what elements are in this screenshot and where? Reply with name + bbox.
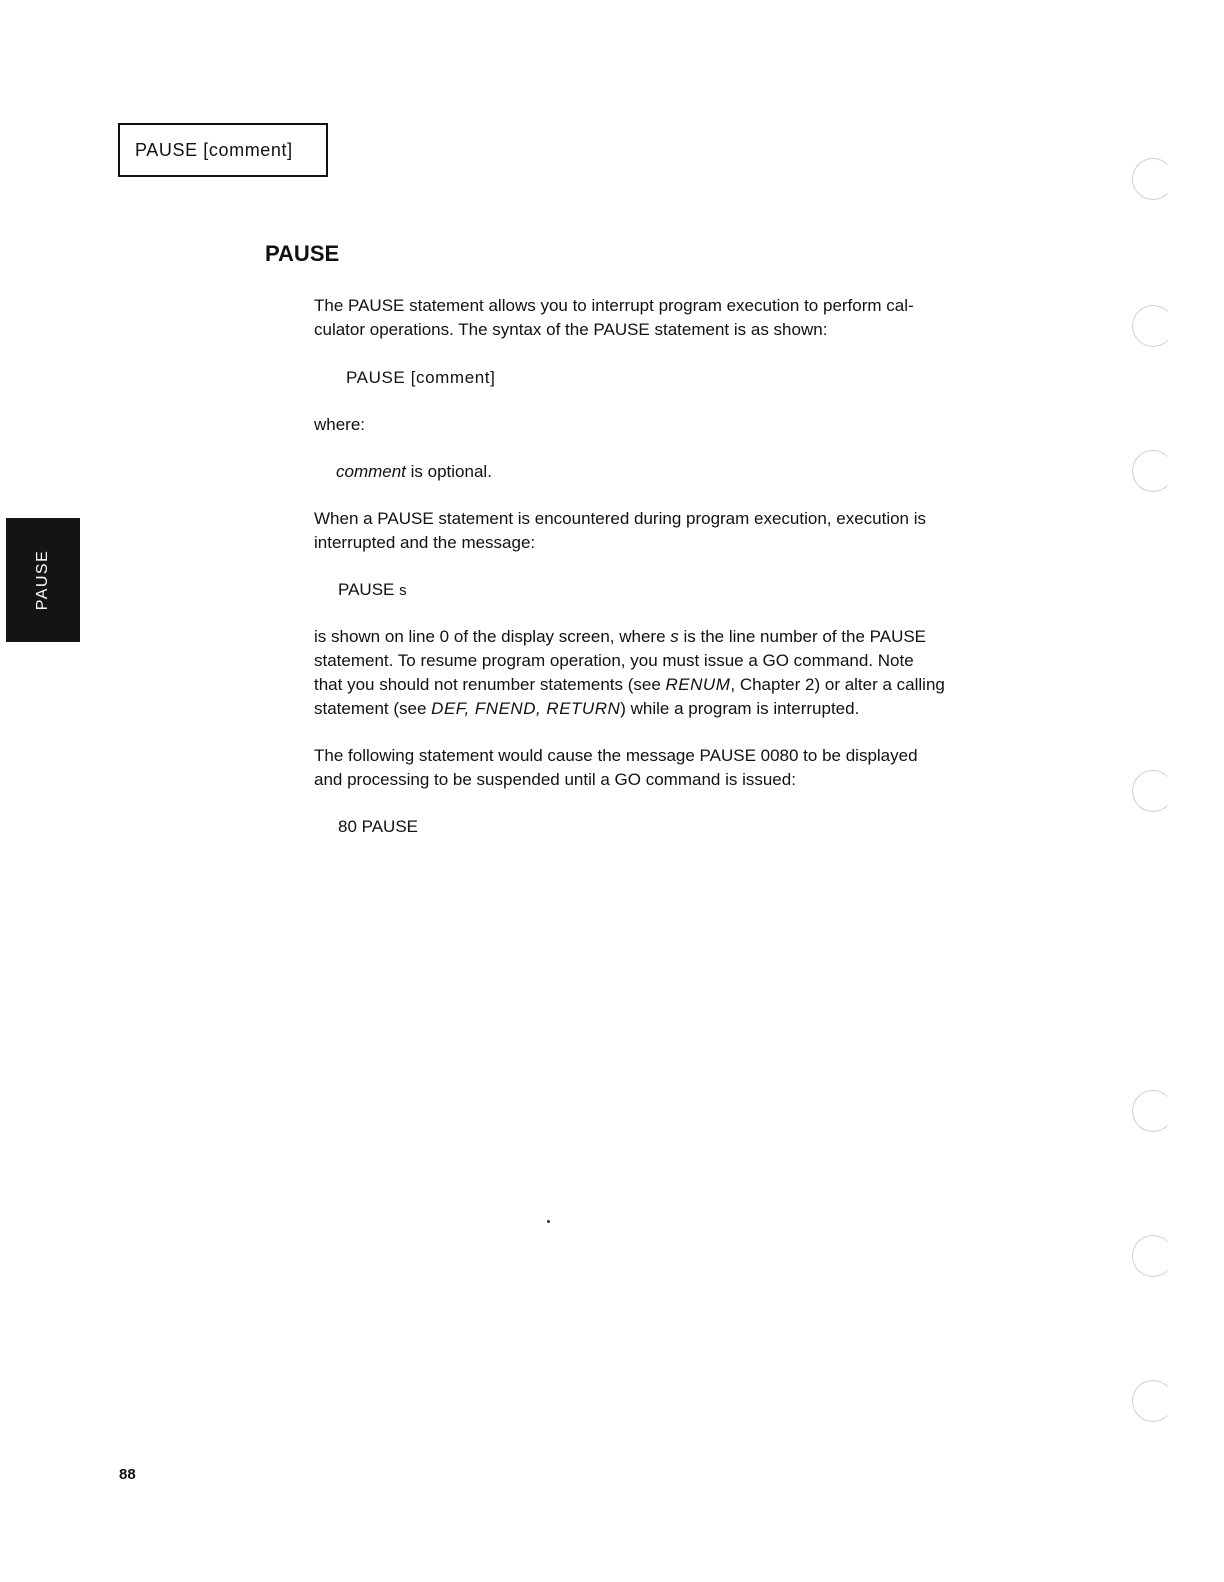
punch-hole-mark: [1132, 1380, 1174, 1422]
renum-reference: RENUM: [665, 675, 731, 694]
punch-hole-mark: [1132, 1235, 1174, 1277]
shown-line-4-b: ) while a program is interrupted.: [620, 699, 860, 718]
shown-line-1-var: s: [670, 627, 679, 646]
message-example: [338, 578, 407, 603]
punch-hole-mark: [1132, 450, 1174, 492]
intro-line-1: The PAUSE statement allows you to interrupt program execution to perform cal-: [314, 296, 914, 315]
shown-line-1: [314, 625, 926, 649]
punch-hole-mark: [1132, 158, 1174, 200]
punch-hole-mark: [1132, 770, 1174, 812]
code-example: 80 PAUSE: [338, 817, 419, 836]
shown-line-3-a: that you should not renumber statements (see: [314, 675, 666, 694]
following-line-1: The following statement would cause the message PAUSE 0080 to be displayed: [314, 746, 918, 765]
shown-line-3-b: , Chapter 2) or alter a calling: [730, 675, 945, 694]
scan-speck: [547, 1220, 550, 1223]
encounter-line-2: interrupted and the message:: [314, 533, 536, 552]
following-line-2: and processing to be suspended until a GO command is issued:: [314, 770, 796, 789]
encounter-line-1: When a PAUSE statement is encountered during program execution, execution is: [314, 509, 927, 528]
comment-term: comment: [336, 462, 406, 481]
side-tab: [6, 518, 80, 642]
shown-line-4-a: statement (see: [314, 699, 432, 718]
syntax-example: PAUSE [comment]: [346, 368, 496, 387]
comment-definition: [336, 460, 492, 484]
punch-hole-mark: [1132, 305, 1174, 347]
where-label: where:: [314, 415, 366, 434]
syntax-box-text: PAUSE [comment]: [135, 140, 293, 160]
intro-line-2: culator operations. The syntax of the PAUSE statement is as shown:: [314, 320, 828, 339]
side-tab-label: PAUSE: [34, 549, 51, 611]
shown-line-1-a: is shown on line 0 of the display screen, where: [314, 627, 671, 646]
page-title: PAUSE: [265, 241, 340, 266]
message-var: s: [399, 582, 407, 599]
comment-rest: is optional.: [405, 462, 492, 481]
shown-line-2: statement. To resume program operation, you must issue a GO command. Note: [314, 651, 914, 670]
shown-line-3: [314, 673, 945, 697]
def-fnend-return-reference: DEF, FNEND, RETURN: [431, 699, 621, 718]
syntax-box: [118, 123, 328, 177]
message-text: PAUSE: [338, 580, 400, 599]
shown-line-4: [314, 697, 859, 721]
page-number: 88: [119, 1466, 136, 1483]
punch-hole-mark: [1132, 1090, 1174, 1132]
shown-line-1-b: is the line number of the PAUSE: [678, 627, 927, 646]
